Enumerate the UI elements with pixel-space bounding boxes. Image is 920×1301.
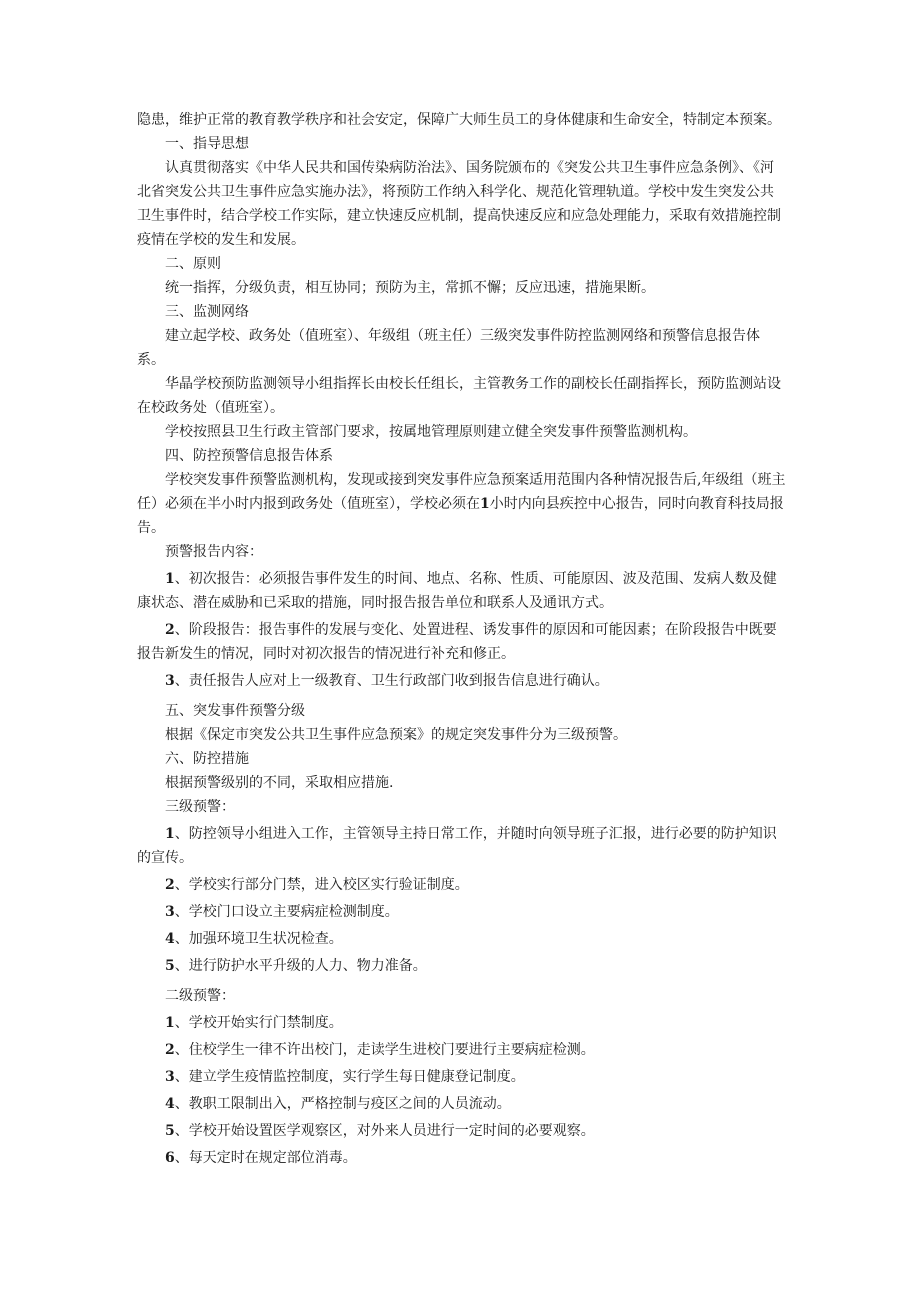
section1-body: 认真贯彻落实《中华人民共和国传染病防治法》、国务院颁布的《突发公共卫生事件应急条例》、《河北省突发公共卫生事件应急实施办法》，将预防工作纳入科学化、规范化管理轨道。学校中发生突发公共卫生事件时，结合学校工作实际，建立快速反应机制，提高快速反应和应急处理能力，采取有效措施控制疫情在学校的发生和发展。 bbox=[137, 160, 781, 248]
level3-item bbox=[137, 822, 787, 870]
report-item-number: 3 bbox=[165, 673, 175, 689]
level3-item bbox=[137, 873, 787, 897]
level2-item-number: 5 bbox=[165, 1123, 175, 1139]
level2-item bbox=[137, 1011, 787, 1035]
report-item-text: 、阶段报告：报告事件的发展与变化、处置进程、诱发事件的原因和可能因素；在阶段报告中既要报告新发生的情况，同时对初次报告的情况进行补充和修正。 bbox=[137, 622, 777, 662]
section5-heading: 五、突发事件预警分级 bbox=[165, 703, 305, 719]
level3-item-number: 4 bbox=[165, 931, 175, 947]
report-item-number: 1 bbox=[165, 571, 175, 587]
section4-body-part-a: 学校突发事件预警监测机构，发现或接到突发事件应急预案适用范围内各种情况报告后,年级组（班主任）必须在半小时内报到政务处（值班室），学校必须在 bbox=[137, 472, 786, 512]
level2-item-number: 3 bbox=[165, 1069, 175, 1085]
section6-body: 根据预警级别的不同，采取相应措施. bbox=[165, 775, 394, 791]
level3-item-text: 、进行防护水平升级的人力、物力准备。 bbox=[174, 958, 427, 974]
level3-item-text: 、学校实行部分门禁，进入校区实行验证制度。 bbox=[174, 877, 469, 893]
level2-item bbox=[137, 1146, 787, 1170]
level2-item-number: 6 bbox=[165, 1150, 175, 1166]
section4-body bbox=[137, 468, 787, 540]
document-page bbox=[137, 108, 787, 1173]
level2-item-text: 、建立学生疫情监控制度，实行学生每日健康登记制度。 bbox=[174, 1069, 525, 1085]
level2-item-text: 、学校开始设置医学观察区，对外来人员进行一定时间的必要观察。 bbox=[174, 1123, 595, 1139]
level2-item bbox=[137, 1038, 787, 1062]
level2-item-text: 、学校开始实行门禁制度。 bbox=[174, 1015, 343, 1031]
level3-item-text: 、学校门口设立主要病症检测制度。 bbox=[174, 904, 399, 920]
level3-item-number: 3 bbox=[165, 904, 175, 920]
level3-item bbox=[137, 954, 787, 978]
report-item-number: 2 bbox=[165, 622, 175, 638]
level3-item bbox=[137, 900, 787, 924]
level2-item-text: 、每天定时在规定部位消毒。 bbox=[174, 1150, 357, 1166]
report-items-list bbox=[137, 567, 787, 693]
level3-item-text: 、加强环境卫生状况检查。 bbox=[174, 931, 343, 947]
section2-body: 统一指挥，分级负责，相互协同；预防为主，常抓不懈；反应迅速，措施果断。 bbox=[165, 280, 655, 296]
level3-items-list bbox=[137, 822, 787, 978]
level3-item-number: 1 bbox=[165, 826, 175, 842]
report-content-label: 预警报告内容： bbox=[165, 544, 263, 560]
section3-heading: 三、监测网络 bbox=[165, 304, 249, 320]
level2-item-number: 1 bbox=[165, 1015, 175, 1031]
section4-body-number: 1 bbox=[480, 496, 490, 512]
section4-body-part-b: 小时内向县疾控中心报告，同时向教育科技局报告。 bbox=[137, 496, 784, 536]
intro-paragraph: 隐患，维护正常的教育教学秩序和社会安定，保障广大师生员工的身体健康和生命安全，特制定本预案。 bbox=[137, 112, 781, 128]
level2-item bbox=[137, 1092, 787, 1116]
level2-item-text: 、教职工限制出入，严格控制与疫区之间的人员流动。 bbox=[174, 1096, 511, 1112]
section1-heading: 一、指导思想 bbox=[165, 136, 249, 152]
level2-items-list bbox=[137, 1011, 787, 1170]
level2-item-number: 2 bbox=[165, 1042, 175, 1058]
report-item-text: 、初次报告：必须报告事件发生的时间、地点、名称、性质、可能原因、波及范围、发病人数及健康状态、潜在威胁和已采取的措施，同时报告报告单位和联系人及通讯方式。 bbox=[137, 571, 777, 611]
level2-item-number: 4 bbox=[165, 1096, 175, 1112]
section5-body: 根据《保定市突发公共卫生事件应急预案》的规定突发事件分为三级预警。 bbox=[165, 727, 627, 743]
report-item bbox=[137, 567, 787, 615]
level3-item-text: 、防控领导小组进入工作，主管领导主持日常工作，并随时向领导班子汇报，进行必要的防护知识的宣传。 bbox=[137, 826, 777, 866]
level2-item bbox=[137, 1119, 787, 1143]
report-item bbox=[137, 669, 787, 693]
level3-item-number: 2 bbox=[165, 877, 175, 893]
section2-heading: 二、原则 bbox=[165, 256, 221, 272]
level2-item bbox=[137, 1065, 787, 1089]
section3-paragraph-2: 华晶学校预防监测领导小组指挥长由校长任组长，主管教务工作的副校长任副指挥长，预防监测站设在校政务处（值班室）。 bbox=[137, 376, 781, 416]
level3-item bbox=[137, 927, 787, 951]
report-item bbox=[137, 618, 787, 666]
section6-heading: 六、防控措施 bbox=[165, 751, 249, 767]
section4-heading: 四、防控预警信息报告体系 bbox=[165, 448, 333, 464]
level2-item-text: 、住校学生一律不许出校门，走读学生进校门要进行主要病症检测。 bbox=[174, 1042, 595, 1058]
section3-paragraph-3: 学校按照县卫生行政主管部门要求，按属地管理原则建立健全突发事件预警监测机构。 bbox=[165, 424, 697, 440]
section3-paragraph-1: 建立起学校、政务处（值班室）、年级组（班主任）三级突发事件防控监测网络和预警信息报告体系。 bbox=[137, 328, 760, 368]
level2-label: 二级预警： bbox=[165, 988, 235, 1004]
level3-label: 三级预警： bbox=[165, 799, 235, 815]
report-item-text: 、责任报告人应对上一级教育、卫生行政部门收到报告信息进行确认。 bbox=[174, 673, 609, 689]
level3-item-number: 5 bbox=[165, 958, 175, 974]
